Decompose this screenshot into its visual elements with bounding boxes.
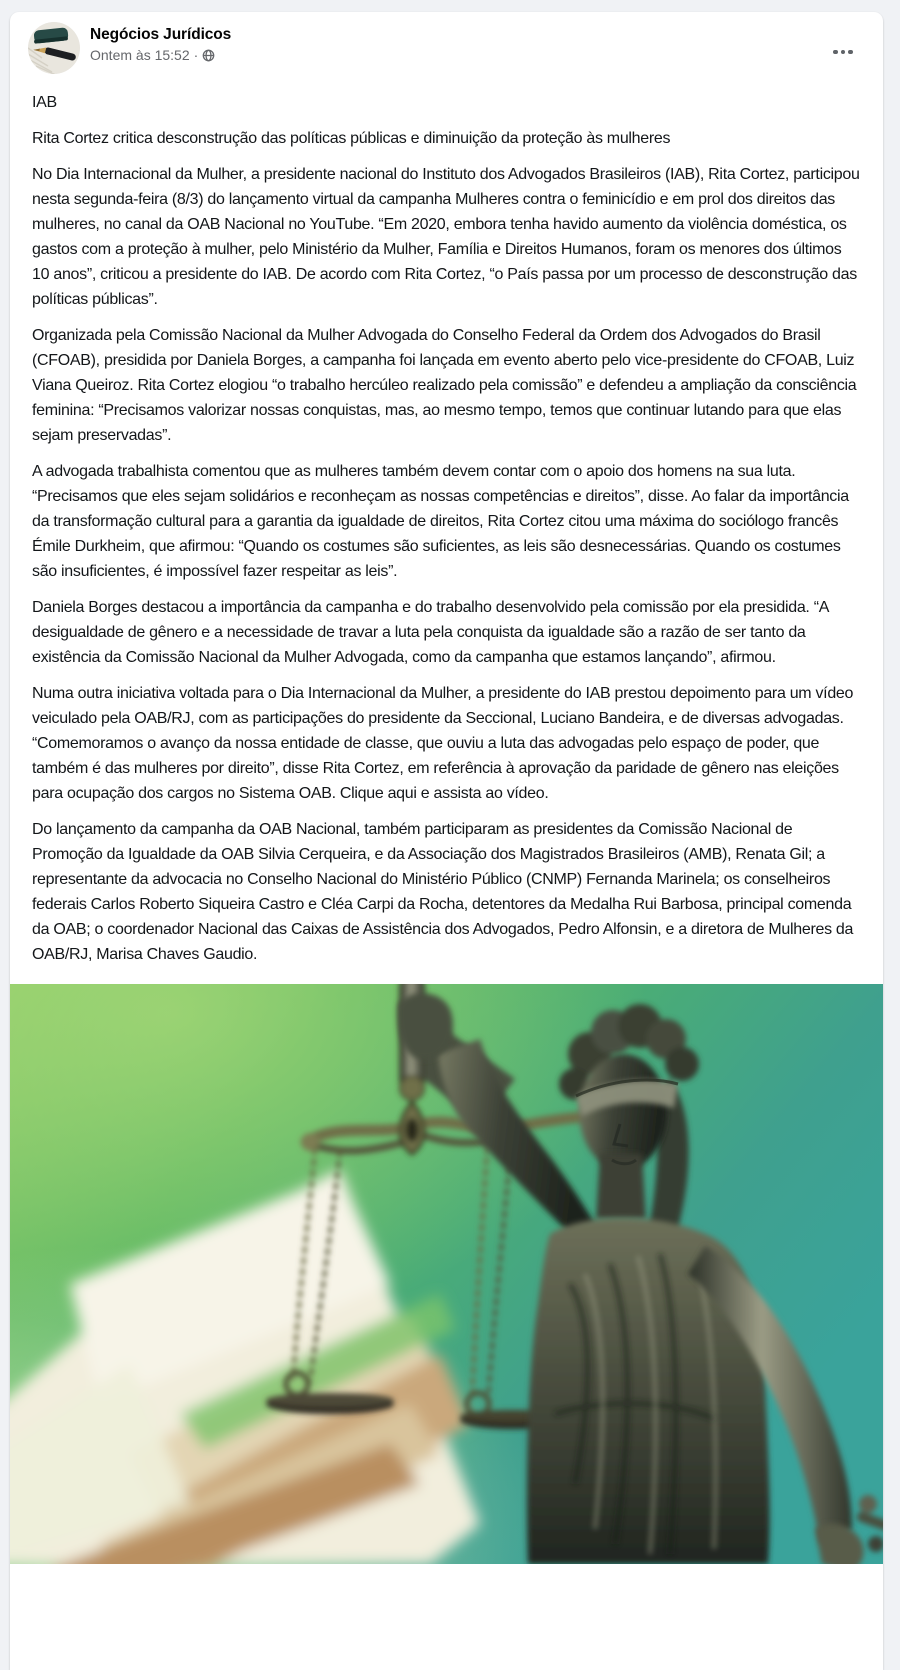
globe-icon xyxy=(202,49,215,62)
post-paragraph: Daniela Borges destacou a importância da campanha e do trabalho desenvolvido pela comissão por ela presidida. “A desigualdade de gênero e a necessidade de travar a luta pela conquista da igualdade são a razão de ser tanto da existência da Comissão Nacional da Mulher Advogada, como da campanha que estamos lançando”, afirmou. xyxy=(32,599,829,666)
ellipsis-icon xyxy=(841,50,846,55)
ellipsis-icon xyxy=(833,50,838,55)
post-paragraph: Rita Cortez critica desconstrução das políticas públicas e diminuição da proteção às mulheres xyxy=(32,130,671,147)
header-meta xyxy=(90,22,231,65)
page-name-link[interactable]: Negócios Jurídicos xyxy=(90,26,232,43)
post-paragraph: Numa outra iniciativa voltada para o Dia Internacional da Mulher, a presidente do IAB prestou depoimento para um vídeo veiculado pela OAB/RJ, com as participações do presidente da Seccional, Luciano Bandeira, e de diversas advogadas. “Comemoramos o avanço da nossa entidade de classe, que ouviu a luta das advogadas pelo espaço de poder, que também é das mulheres por direito”, disse Rita Cortez, em referência à aprovação da paridade de gênero nas eleições para ocupação dos cargos no Sistema OAB. Clique aqui e assista ao vídeo. xyxy=(32,685,854,802)
timestamp-link[interactable]: Ontem às 15:52 xyxy=(90,47,190,63)
post-paragraph: IAB xyxy=(32,94,57,111)
meta-separator: · xyxy=(193,47,199,63)
pen-and-book-avatar-icon xyxy=(28,22,80,74)
ellipsis-icon xyxy=(848,50,853,55)
post-image[interactable] xyxy=(10,984,883,1564)
post-paragraph: A advogada trabalhista comentou que as mulheres também devem contar com o apoio dos homens na sua luta. “Precisamos que eles sejam solidários e reconheçam as nossas competências e direitos”, disse. Ao falar da importância da transformação cultural para a garantia da igualdade de direitos, Rita Cortez citou uma máxima do sociólogo francês Émile Durkheim, que afirmou: “Quando os costumes são suficientes, as leis são desnecessárias. Quando os costumes são insuficientes, é impossível fazer respeitar as leis”. xyxy=(32,463,849,580)
avatar[interactable] xyxy=(28,22,80,74)
post-options-button[interactable] xyxy=(825,38,861,66)
facebook-post-card xyxy=(10,12,883,1670)
post-paragraph: Organizada pela Comissão Nacional da Mulher Advogada do Conselho Federal da Ordem dos Advogados do Brasil (CFOAB), presidida por Daniela Borges, a campanha foi lançada em evento aberto pelo vice-presidente do CFOAB, Luiz Viana Queiroz. Rita Cortez elogiou “o trabalho hercúleo realizado pela comissão” e defendeu a ampliação da consciência feminina: “Precisamos valorizar nossas conquistas, mas, ao mesmo tempo, temos que continuar lutando para que elas sejam preservadas”. xyxy=(32,327,857,444)
post-paragraph: No Dia Internacional da Mulher, a presidente nacional do Instituto dos Advogados Brasileiros (IAB), Rita Cortez, participou nesta segunda-feira (8/3) do lançamento virtual da campanha Mulheres contra o feminicídio e em prol dos direitos das mulheres, no canal da OAB Nacional no YouTube. “Em 2020, embora tenha havido aumento da violência doméstica, os gastos com a proteção à mulher, pelo Ministério da Mulher, Família e Direitos Humanos, foram os menores dos últimos 10 anos”, criticou a presidente do IAB. De acordo com Rita Cortez, “o País passa por um processo de desconstrução das políticas públicas”. xyxy=(32,166,860,308)
lady-justice-statue-photo xyxy=(10,984,883,1564)
post-text xyxy=(10,78,883,984)
post-header xyxy=(10,12,883,78)
post-meta-line xyxy=(90,46,231,65)
post-paragraph: Do lançamento da campanha da OAB Nacional, também participaram as presidentes da Comissão Nacional de Promoção da Igualdade da OAB Silvia Cerqueira, e da Associação dos Magistrados Brasileiros (AMB), Renata Gil; a representante da advocacia no Conselho Nacional do Ministério Público (CNMP) Fernanda Marinela; os conselheiros federais Carlos Roberto Siqueira Castro e Cléa Carpi da Rocha, detentores da Medalha Rui Barbosa, principal comenda da OAB; o coordenador Nacional das Caixas de Assistência dos Advogados, Pedro Alfonsin, e a diretora de Mulheres da OAB/RJ, Marisa Chaves Gaudio. xyxy=(32,821,854,963)
